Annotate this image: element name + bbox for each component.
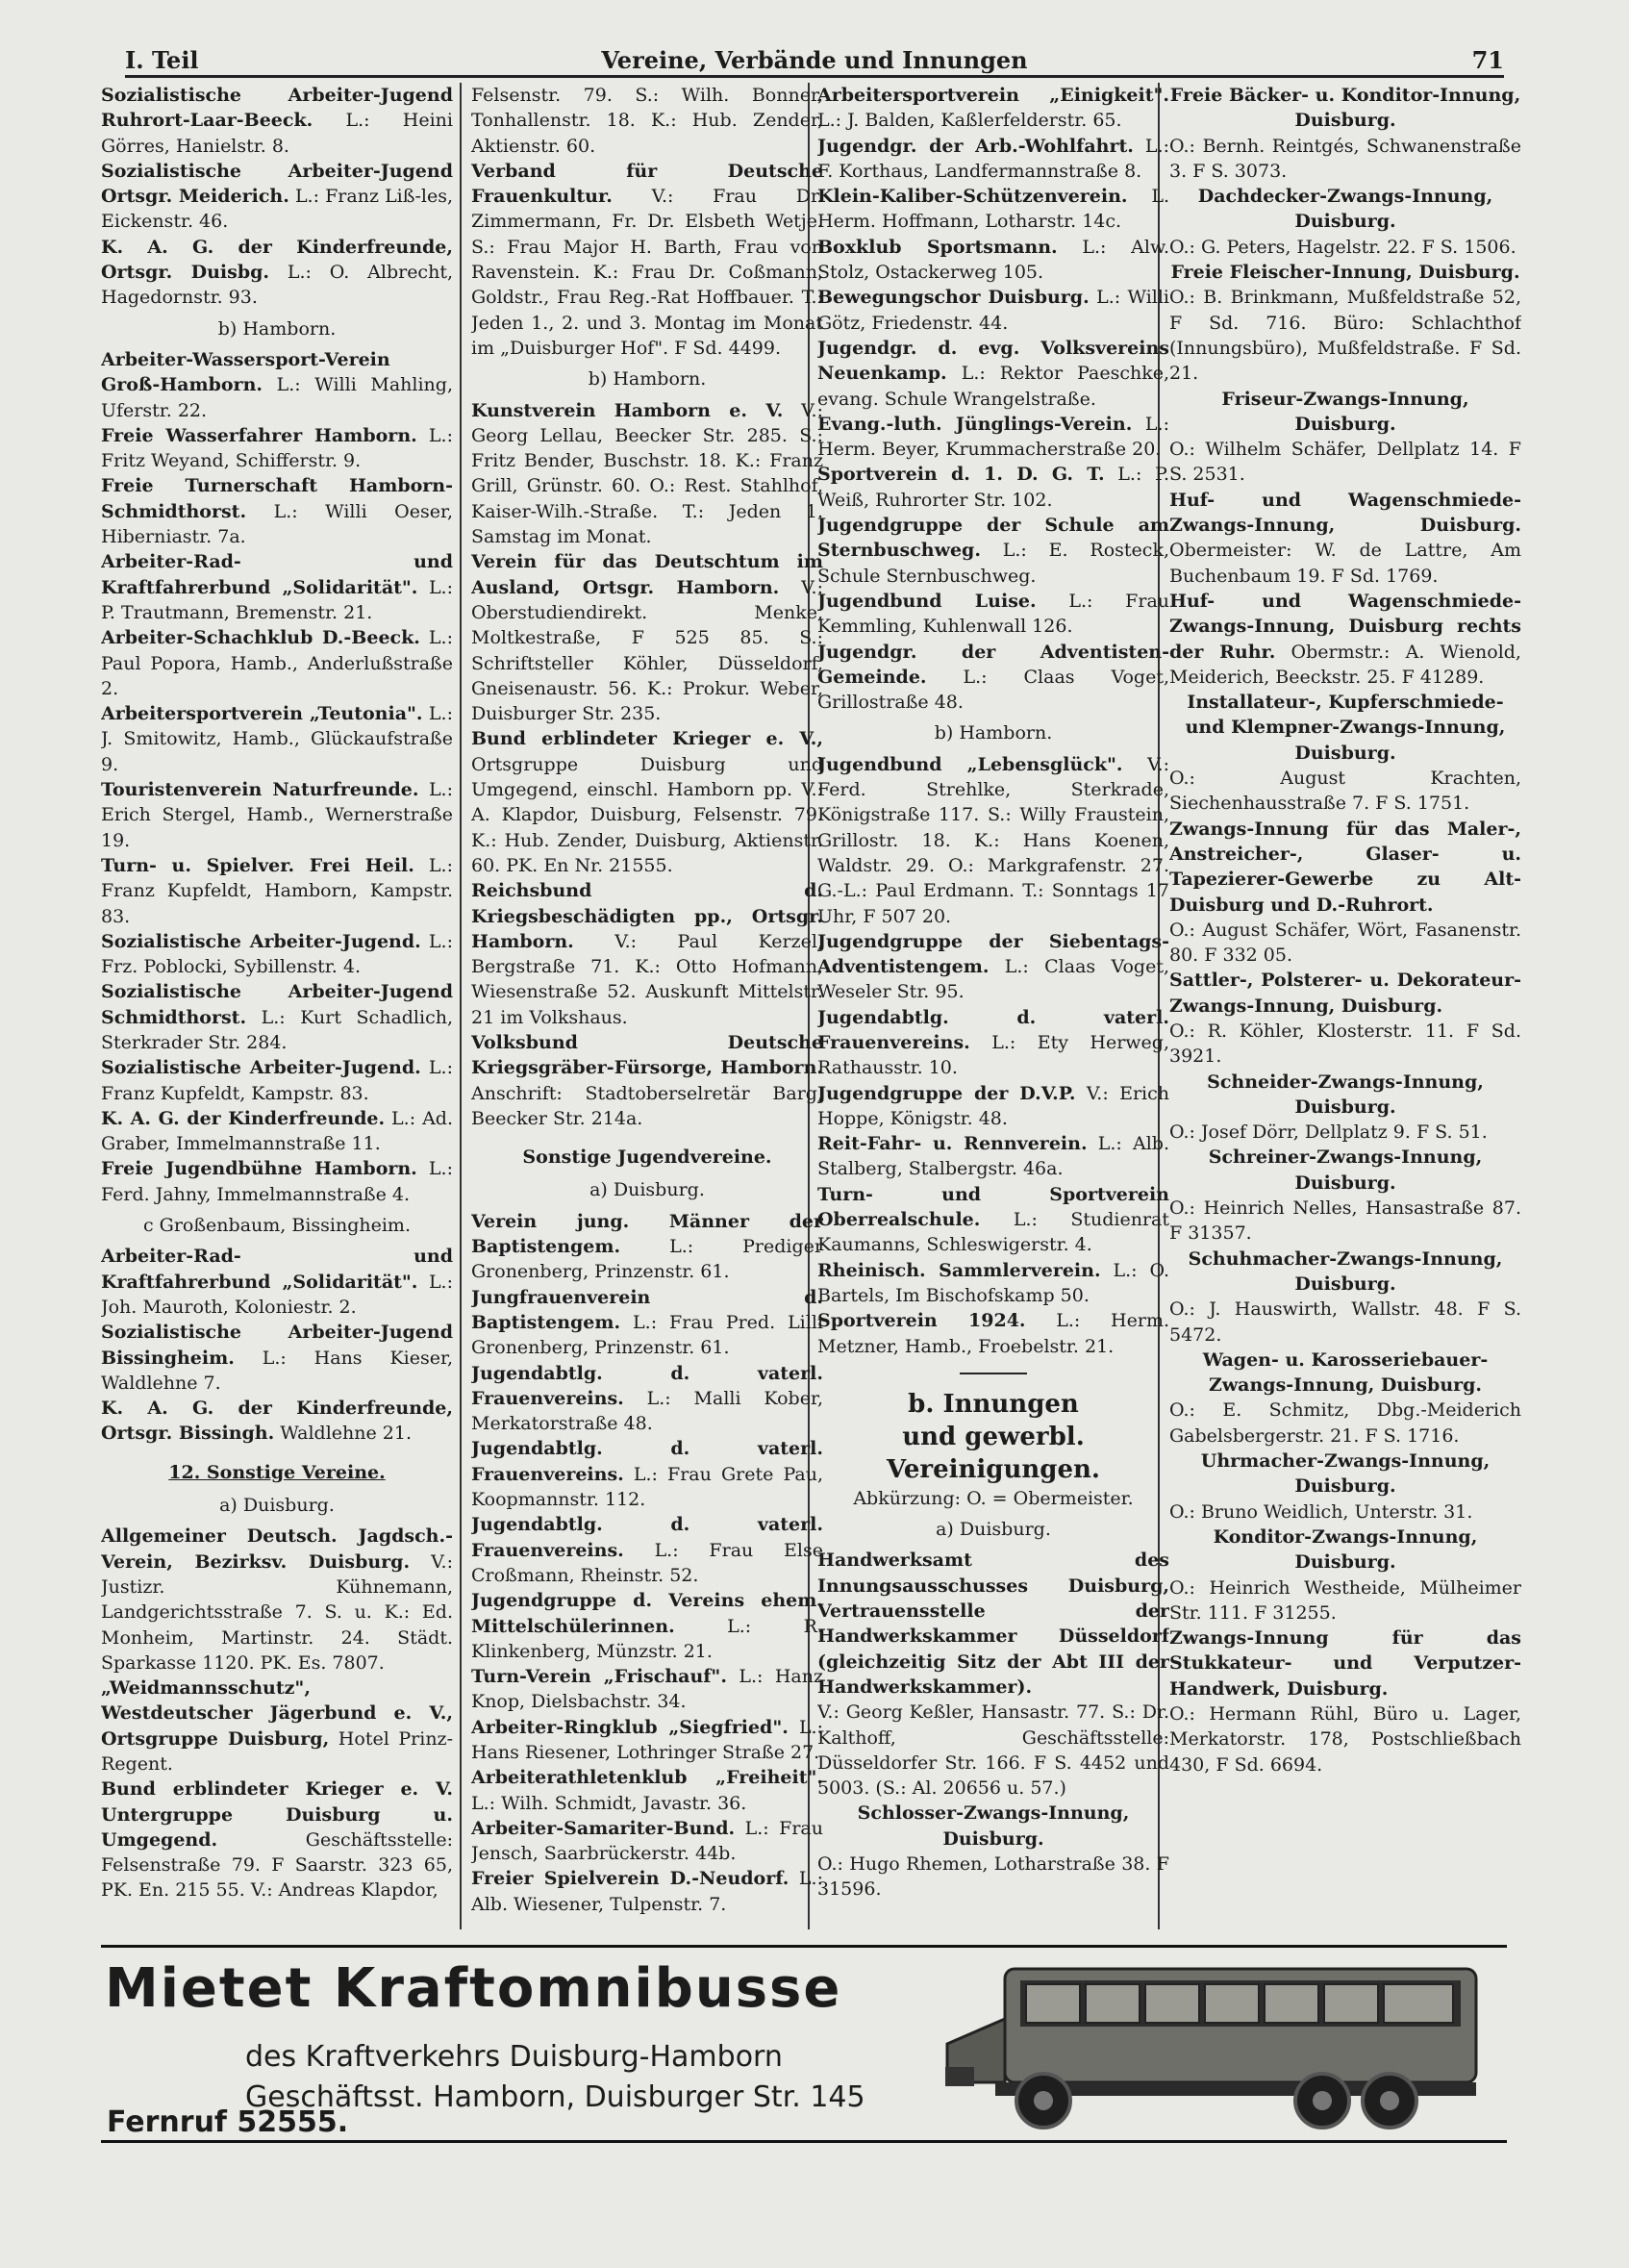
entry-details: L.: Herm. Metzner, Hamb., Froebelstr. 21. xyxy=(817,1310,1169,1357)
directory-entry xyxy=(1169,766,1521,817)
entry-details: L.: Malli Kober, Merkatorstraße 48. xyxy=(471,1387,823,1435)
entry-details: Ortsgruppe Duisburg und Umgegend, einschl. Hamborn pp. V.: A. Klapdor, Duisburg, Felsenstr. 79. K.: Hub. Zender, Duisburg, Aktienstr. 60. PK. En Nr. 21555. xyxy=(471,753,823,876)
directory-entry xyxy=(101,853,453,929)
entry-details: V.: Ferd. Strehlke, Sterkrade, Königstraße 117. S.: Willy Fraustein, Grillostr. 18. K.: Hans Koenen, Waldstr. 29. O.: Markgrafenstr. 27. G.-L.: Paul Erdmann. T.: Sonntags 17 Uhr, F 507 20. xyxy=(817,753,1169,927)
entry-name: Friseur-Zwangs-Innung, Duisburg. xyxy=(1221,388,1469,435)
directory-entry xyxy=(101,1396,453,1447)
directory-entry xyxy=(817,1081,1169,1132)
entry-name: Arbeitersportverein „Einigkeit". xyxy=(817,85,1169,106)
entry-details: L.: Franz Liß-les, Eickenstr. 46. xyxy=(101,186,453,233)
entry-name: Schneider-Zwangs-Innung, Duisburg. xyxy=(1207,1071,1484,1118)
entry-details: O.: G. Peters, Hagelstr. 22. F S. 1506. xyxy=(1169,236,1516,258)
directory-entry xyxy=(471,1816,823,1867)
ad-phone: Fernruf 52555. xyxy=(107,2105,349,2139)
running-header xyxy=(125,42,1504,78)
entry-name: „Weidmannsschutz", Westdeutscher Jägerbund e. V., Ortsgruppe Duisburg, xyxy=(101,1677,453,1750)
entry-name: Jugendabtlg. d. vaterl. Frauenvereins. xyxy=(471,1514,823,1561)
entry-name: Zwangs-Innung für das Maler-, Anstreicher-, Glaser- u. Tapezierer-Gewerbe zu Alt-Duisburg und D.-Ruhrort. xyxy=(1169,818,1521,916)
entry-details: L.: F. Korthaus, Landfermannstraße 8. xyxy=(817,135,1169,182)
directory-entry xyxy=(471,1664,823,1715)
centered-heading xyxy=(1169,1525,1521,1575)
directory-entry xyxy=(101,423,453,474)
entry-details: O.: Bernh. Reintgés, Schwanenstraße 3. F S. 3073. xyxy=(1169,135,1521,182)
entry-details: L.: Hans Kieser, Waldlehne 7. xyxy=(101,1347,453,1394)
entry-details: L.: J. Smitowitz, Hamb., Glückaufstraße 9. xyxy=(101,703,453,775)
entry-name: Verein jung. Männer der Baptistengem. xyxy=(471,1210,823,1258)
entry-name: Bewegungschor Duisburg. xyxy=(817,287,1090,309)
entry-details: Felsenstr. 79. S.: Wilh. Bonner, Tonhallenstr. 18. K.: Hub. Zender, Aktienstr. 60. xyxy=(471,85,823,157)
entry-name: Sportverein d. 1. D. G. T. xyxy=(817,464,1105,486)
entry-details: O.: Wilhelm Schäfer, Dellplatz 14. F S. 2531. xyxy=(1169,439,1521,486)
subsection-heading: a) Duisburg. xyxy=(936,1519,1051,1541)
directory-entry xyxy=(101,1777,453,1903)
centered-heading xyxy=(1169,1070,1521,1121)
directory-entry xyxy=(1169,134,1521,185)
centered-heading xyxy=(1169,1247,1521,1298)
directory-entry xyxy=(1169,235,1521,260)
directory-entry xyxy=(1169,1019,1521,1070)
directory-entry xyxy=(471,83,823,159)
subsection-heading: a) Duisburg. xyxy=(589,1179,705,1201)
entry-name: Allgemeiner Deutsch. Jagdsch.-Verein, Bezirksv. Duisburg. xyxy=(101,1525,453,1573)
subsection-heading: b) Hamborn. xyxy=(217,317,337,340)
centered-heading xyxy=(1169,260,1521,285)
directory-entry xyxy=(471,1512,823,1588)
entry-name: K. A. G. der Kinderfreunde. xyxy=(101,1107,386,1129)
entry-name: Sattler-, Polsterer- u. Dekorateur-Zwangs-Innung, Duisburg. xyxy=(1169,970,1521,1017)
column-1 xyxy=(101,83,453,1929)
entry-name: Handwerksamt des Innungsausschusses Duisburg, Vertrauensstelle der Handwerkskammer Düsseldorf (gleichzeitig Sitz der Abt III der Handwerkskammer). xyxy=(817,1550,1169,1698)
centered-heading xyxy=(1169,690,1521,766)
directory-entry xyxy=(101,159,453,235)
entry-details: V.: Justizr. Kühnemann, Landgerichtsstraße 7. S. u. K.: Ed. Monheim, Martinstr. 24. Städt. Sparkasse 1120. PK. Es. 7807. xyxy=(101,1550,453,1674)
entry-name: Arbeiter-Rad- und Kraftfahrerbund „Solidarität". xyxy=(101,551,453,598)
entry-details: L.: O. Bartels, Im Bischofskamp 50. xyxy=(817,1259,1169,1306)
entry-name: Arbeiter-Wassersport-Verein Groß-Hamborn. xyxy=(101,348,390,396)
entry-name: Jugendabtlg. d. vaterl. Frauenvereins. xyxy=(471,1438,823,1485)
entry-details: L.: O. Albrecht, Hagedornstr. 93. xyxy=(101,262,453,309)
entry-name: Bund erblindeter Krieger e. V. Untergruppe Duisburg u. Umgegend. xyxy=(101,1778,453,1851)
directory-entry xyxy=(101,83,453,159)
entry-details: L.: Franz Kupfeldt, Kampstr. 83. xyxy=(101,1057,453,1104)
directory-entry xyxy=(471,1866,823,1917)
section-heading: 12. Sonstige Vereine. xyxy=(168,1461,386,1483)
entry-name: Jugendgr. d. evg. Volksvereins Neuenkamp. xyxy=(817,337,1169,385)
subsection-heading: a) Duisburg. xyxy=(219,1495,335,1517)
directory-entry xyxy=(1169,918,1521,969)
entry-name: Installateur-, Kupferschmiede- und Klempner-Zwangs-Innung, Duisburg. xyxy=(1185,692,1506,764)
entry-name: Jugendgr. der Arb.-Wohlfahrt. xyxy=(817,135,1134,157)
entry-details: O.: R. Köhler, Klosterstr. 11. F Sd. 3921. xyxy=(1169,1020,1521,1068)
entry-details: L.: Franz Kupfeldt, Hamborn, Kampstr. 83. xyxy=(101,854,453,927)
directory-entry xyxy=(101,1106,453,1157)
entry-details: V.: Paul Kerzel, Bergstraße 71. K.: Otto Hofmann, Wiesenstraße 52. Auskunft Mittelstr. 21 im Volkshaus. xyxy=(471,930,823,1028)
directory-entry xyxy=(817,134,1169,185)
entry-details: L.: Frau Kemmling, Kuhlenwall 126. xyxy=(817,590,1169,638)
entry-details: O.: Josef Dörr, Dellplatz 9. F S. 51. xyxy=(1169,1121,1488,1144)
directory-entry xyxy=(471,1209,823,1285)
directory-entry xyxy=(817,640,1169,716)
centered-heading xyxy=(1169,1449,1521,1499)
entry-name: Jugendgruppe der Schule am Sternbuschweg. xyxy=(817,515,1169,562)
centered-heading xyxy=(1169,83,1521,134)
entry-name: Verband für Deutsche Frauenkultur. xyxy=(471,160,823,208)
entry-details: L.: P. Trautmann, Bremenstr. 21. xyxy=(101,576,453,623)
directory-entry xyxy=(1169,1575,1521,1626)
directory-entry xyxy=(817,1258,1169,1309)
entry-details: L.: Claas Voget, Weseler Str. 95. xyxy=(817,956,1169,1003)
entry-details: L.: Rektor Paeschke, evang. Schule Wrangelstraße. xyxy=(817,363,1169,410)
directory-entry xyxy=(1169,968,1521,1019)
entry-name: Turn-Verein „Frischauf". xyxy=(471,1666,727,1688)
directory-entry xyxy=(101,1676,453,1777)
column-2 xyxy=(471,83,823,1929)
entry-name: Jugendgruppe der Siebentags-Adventistengem. xyxy=(817,930,1169,978)
entry-details: L.: Alw. Stolz, Ostackerweg 105. xyxy=(817,236,1169,284)
entry-name: Sozialistische Arbeiter-Jugend. xyxy=(101,1057,421,1079)
entry-details: L.: Frz. Poblocki, Sybillenstr. 4. xyxy=(101,930,453,978)
centered-heading xyxy=(817,1801,1169,1852)
entry-name: Turn- u. Spielver. Frei Heil. xyxy=(101,854,414,876)
entry-name: Arbeiter-Schachklub D.-Beeck. xyxy=(101,627,420,649)
entry-details: L.: J. Balden, Kaßlerfelderstr. 65. xyxy=(817,110,1122,132)
directory-entry xyxy=(101,701,453,777)
entry-name: Freie Turnerschaft Hamborn-Schmidthorst. xyxy=(101,475,453,522)
entry-details: V.: Georg Lellau, Beecker Str. 285. S.: Fritz Bender, Buschstr. 18. K.: Franz Grill, Grünstr. 60. O.: Rest. Stahlhof, Kaiser-Wilh.-Straße. T.: Jeden 1. Samstag im Monat. xyxy=(471,399,823,548)
directory-entry xyxy=(471,878,823,1030)
entry-details: O.: Heinrich Nelles, Hansastraße 87. F 31357. xyxy=(1169,1197,1521,1245)
entry-name: Boxklub Sportsmann. xyxy=(817,236,1058,258)
directory-entry xyxy=(817,235,1169,286)
entry-name: Schreiner-Zwangs-Innung, Duisburg. xyxy=(1208,1147,1483,1194)
entry-name: Dachdecker-Zwangs-Innung, Duisburg. xyxy=(1197,186,1493,233)
directory-entry xyxy=(1169,1196,1521,1247)
entry-name: Schuhmacher-Zwangs-Innung, Duisburg. xyxy=(1188,1247,1503,1295)
directory-entry xyxy=(101,1244,453,1320)
directory-entry xyxy=(817,1548,1169,1700)
directory-entry xyxy=(817,1005,1169,1081)
column-rule xyxy=(460,83,462,1929)
directory-entry xyxy=(817,336,1169,412)
entry-name: Evang.-luth. Jünglings-Verein. xyxy=(817,413,1133,435)
entry-name: Jugendbund „Lebensglück". xyxy=(817,753,1123,775)
directory-entry xyxy=(817,513,1169,589)
entry-name: Jugendgr. der Adventisten-Gemeinde. xyxy=(817,641,1169,688)
directory-entry xyxy=(101,1320,453,1396)
entry-details: V.: Oberstudiendirekt. Menke, Moltkestraße, F 525 85. S.: Schriftsteller Köhler, Düsseldorf, Gneisenaustr. 56. K.: Prokur. Weber, Duisburger Str. 235. xyxy=(471,576,823,725)
separator-rule xyxy=(960,1373,1027,1374)
directory-entry xyxy=(1169,1398,1521,1449)
entry-details: O.: Hugo Rhemen, Lotharstraße 38. F 31596. xyxy=(817,1853,1169,1901)
directory-entry xyxy=(471,549,823,726)
directory-entry xyxy=(101,347,453,423)
entry-details: L.: Willi Oeser, Hiberniastr. 7a. xyxy=(101,500,453,548)
entry-details: L.: Paul Popora, Hamb., Anderlußstraße 2. xyxy=(101,627,453,699)
entry-name: Jugendabtlg. d. vaterl. Frauenvereins. xyxy=(471,1362,823,1409)
entry-name: Huf- und Wagenschmiede-Zwangs-Innung, Duisburg rechts der Ruhr. xyxy=(1169,590,1521,663)
entry-details: L.: Frau Else Croßmann, Rheinstr. 52. xyxy=(471,1539,823,1586)
entry-name: Sportverein 1924. xyxy=(817,1310,1026,1332)
entry-name: Jungfrauenverein d. Baptistengem. xyxy=(471,1286,823,1333)
entry-details: L.: Erich Stergel, Hamb., Wernerstraße 19. xyxy=(101,779,453,851)
entry-details: L. Herm. Hoffmann, Lotharstr. 14c. xyxy=(817,186,1169,233)
centered-heading xyxy=(1169,1348,1521,1399)
directory-entry xyxy=(817,1182,1169,1258)
directory-entry xyxy=(471,1285,823,1361)
entry-details: V.: Frau Dr. Zimmermann, Fr. Dr. Elsbeth Wetje. S.: Frau Major H. Barth, Frau von Ravenstein. K.: Frau Dr. Coßmann, Goldstr., Frau Reg.-Rat Hoffbauer. T.: Jeden 1., 2. und 3. Montag im Monat im „Duisburger Hof". F Sd. 4499. xyxy=(471,186,823,359)
entry-details: L.: Alb. Stalberg, Stalbergstr. 46a. xyxy=(817,1133,1169,1180)
subsection-heading: c Großenbaum, Bissingheim. xyxy=(142,1215,411,1237)
entry-details: L.: Frau Grete Pau, Koopmannstr. 112. xyxy=(471,1463,823,1511)
ad-address: Geschäftsst. Hamborn, Duisburger Str. 145 xyxy=(245,2080,865,2114)
directory-entry xyxy=(471,1588,823,1664)
entry-name: Arbeiter-Rad- und Kraftfahrerbund „Solidarität". xyxy=(101,1246,453,1293)
entry-name: Arbeiterathletenklub „Freiheit". xyxy=(471,1767,823,1789)
entry-name: Sozialistische Arbeiter-Jugend Ortsgr. Meiderich. xyxy=(101,160,453,208)
directory-entry xyxy=(1169,285,1521,386)
directory-entry xyxy=(1169,1499,1521,1525)
entry-details: O.: August Schäfer, Wört, Fasanenstr. 80. F 332 05. xyxy=(1169,919,1521,967)
entry-name: K. A. G. der Kinderfreunde, Ortsgr. Bissingh. xyxy=(101,1398,453,1445)
entry-details: L.: Alb. Wiesener, Tulpenstr. 7. xyxy=(471,1868,823,1915)
entry-details: O.: Hermann Rühl, Büro u. Lager, Merkatorstr. 178, Postschließbach 430, F Sd. 6694. xyxy=(1169,1703,1521,1776)
entry-details: O.: Heinrich Westheide, Mülheimer Str. 111. F 31255. xyxy=(1169,1576,1521,1624)
directory-entry xyxy=(817,929,1169,1005)
entry-details: O.: E. Schmitz, Dbg.-Meiderich Gabelsbergerstr. 21. F S. 1716. xyxy=(1169,1399,1521,1447)
entry-name: Arbeiter-Samariter-Bund. xyxy=(471,1817,736,1839)
advertisement xyxy=(101,1945,1507,2143)
directory-entry xyxy=(471,159,823,361)
entry-name: Konditor-Zwangs-Innung, Duisburg. xyxy=(1213,1525,1478,1574)
entry-name: Freier Spielverein D.-Neudorf. xyxy=(471,1868,789,1890)
entry-details: L.: P. Weiß, Ruhrorter Str. 102. xyxy=(817,464,1169,511)
directory-entry xyxy=(817,412,1169,463)
directory-entry xyxy=(817,462,1169,513)
entry-name: Sozialistische Arbeiter-Jugend. xyxy=(101,930,421,952)
entry-details: L.: Willi Mahling, Uferstr. 22. xyxy=(101,374,453,421)
entry-details: L.: Hanz Knop, Dielsbachstr. 34. xyxy=(471,1666,823,1713)
entry-name: Turn- und Sportverein Oberrealschule. xyxy=(817,1183,1169,1231)
entry-name: K. A. G. der Kinderfreunde, Ortsgr. Duisbg. xyxy=(101,236,453,284)
entry-name: Arbeitersportverein „Teutonia". xyxy=(101,703,423,725)
entry-details: L.: Herm. Beyer, Krummacherstraße 20. xyxy=(817,413,1169,461)
subsection-heading: b) Hamborn. xyxy=(934,722,1053,744)
directory-entry xyxy=(817,1308,1169,1359)
entry-name: Uhrmacher-Zwangs-Innung, Duisburg. xyxy=(1200,1450,1491,1498)
entry-details: V.: Erich Hoppe, Königstr. 48. xyxy=(817,1082,1169,1129)
entry-details: L.: Frau Pred. Lilli Gronenberg, Prinzenstr. 61. xyxy=(471,1311,823,1359)
entry-name: Arbeiter-Ringklub „Siegfried". xyxy=(471,1716,789,1738)
centered-heading xyxy=(1169,184,1521,235)
entry-details: L.: Willi Götz, Friedenstr. 44. xyxy=(817,287,1169,334)
centered-heading: Abkürzung: O. = Obermeister. xyxy=(853,1487,1134,1509)
entry-details: O.: Bruno Weidlich, Unterstr. 31. xyxy=(1169,1500,1473,1523)
directory-entry xyxy=(817,285,1169,336)
directory-entry xyxy=(817,184,1169,235)
directory-entry xyxy=(101,777,453,853)
entry-name: Jugendbund Luise. xyxy=(817,590,1037,612)
directory-entry xyxy=(101,1055,453,1106)
entry-details: V.: Georg Keßler, Hansastr. 77. S.: Dr. Kalthoff, Geschäftsstelle: Düsseldorfer Str. 166. F S. 4452 und 5003. (S.: Al. 20656 u. 57.) xyxy=(817,1701,1169,1800)
column-4 xyxy=(1169,83,1521,1929)
directory-entry xyxy=(817,1131,1169,1182)
directory-entry xyxy=(1169,1297,1521,1348)
entry-details: L.: Studienrat Kaumanns, Schleswigerstr. 4. xyxy=(817,1209,1169,1256)
entry-name: Huf- und Wagenschmiede-Zwangs-Innung, Duisburg. xyxy=(1169,489,1521,537)
entry-name: Bund erblindeter Krieger e. V., xyxy=(471,728,823,750)
entry-name: Freie Wasserfahrer Hamborn. xyxy=(101,424,417,446)
entry-details: O.: J. Hauswirth, Wallstr. 48. F S. 5472. xyxy=(1169,1298,1521,1346)
directory-entry xyxy=(1169,589,1521,690)
directory-entry xyxy=(101,235,453,311)
entry-details: L.: Ferd. Jahny, Immelmannstraße 4. xyxy=(101,1158,453,1205)
entry-name: Zwangs-Innung für das Stukkateur- und Verputzer-Handwerk, Duisburg. xyxy=(1169,1627,1521,1700)
entry-details: L.: Joh. Mauroth, Koloniestr. 2. xyxy=(101,1271,453,1318)
directory-entry xyxy=(101,1156,453,1207)
entry-details: L.: Claas Voget, Grillostraße 48. xyxy=(817,666,1169,714)
directory-entry xyxy=(817,83,1169,134)
entry-name: Wagen- u. Karosseriebauer-Zwangs-Innung, Duisburg. xyxy=(1202,1348,1489,1397)
entry-details: L.: Wilh. Schmidt, Javastr. 36. xyxy=(471,1792,747,1814)
entry-details: Geschäftsstelle: Felsenstraße 79. F Saarstr. 323 65, PK. En. 215 55. V.: Andreas Klapdor, xyxy=(101,1828,453,1902)
entry-details: Obermstr.: A. Wienold, Meiderich, Beeckstr. 25. F 41289. xyxy=(1169,641,1521,688)
entry-details: L.: R. Klinkenberg, Münzstr. 21. xyxy=(471,1615,823,1662)
directory-entry xyxy=(471,1715,823,1766)
directory-entry xyxy=(471,398,823,550)
entry-name: Reichsbund d. Kriegsbeschädigten pp., Ortsgr. Hamborn. xyxy=(471,880,823,952)
centered-heading xyxy=(1169,387,1521,438)
entry-name: Freie Jugendbühne Hamborn. xyxy=(101,1158,417,1180)
entry-details: L.: Fritz Weyand, Schifferstr. 9. xyxy=(101,424,453,472)
entry-name: Jugendgruppe d. Vereins ehem. Mittelschülerinnen. xyxy=(471,1590,823,1637)
page-number: 71 xyxy=(1471,46,1504,74)
directory-entry xyxy=(101,473,453,549)
entry-name: Rheinisch. Sammlerverein. xyxy=(817,1259,1101,1281)
bus-illustration xyxy=(938,1952,1495,2134)
entry-details: Waldlehne 21. xyxy=(274,1423,413,1445)
entry-details: O.: August Krachten, Siechenhausstraße 7. F S. 1751. xyxy=(1169,768,1521,815)
entry-details: Obermeister: W. de Lattre, Am Buchenbaum 19. F Sd. 1769. xyxy=(1169,540,1521,587)
entry-details: L.: Prediger Gronenberg, Prinzenstr. 61. xyxy=(471,1236,823,1283)
entry-name: Verein für das Deutschtum im Ausland, Ortsgr. Hamborn. xyxy=(471,551,823,598)
directory-entry xyxy=(1169,1625,1521,1701)
chapter-heading: b. Innungen xyxy=(908,1389,1079,1419)
entry-name: Sozialistische Arbeiter-Jugend Ruhrort-Laar-Beeck. xyxy=(101,85,453,132)
directory-entry xyxy=(1169,488,1521,589)
section-heading: Sonstige Jugendvereine. xyxy=(522,1147,772,1169)
directory-entry xyxy=(101,979,453,1055)
directory-entry xyxy=(101,929,453,980)
chapter-heading: und gewerbl. Vereinigungen. xyxy=(887,1422,1100,1484)
entry-name: Jugendabtlg. d. vaterl. Frauenvereins. xyxy=(817,1006,1169,1053)
entry-name: Sozialistische Arbeiter-Jugend Schmidthorst. xyxy=(101,981,453,1028)
directory-entry xyxy=(101,1524,453,1676)
entry-name: Freie Bäcker- u. Konditor-Innung, Duisburg. xyxy=(1169,85,1521,132)
directory-entry xyxy=(817,752,1169,929)
entry-details: L.: Ety Herweg, Rathausstr. 10. xyxy=(817,1031,1169,1079)
header-title: Vereine, Verbände und Innungen xyxy=(601,46,1028,74)
directory-entry xyxy=(817,1700,1169,1801)
entry-details: Anschrift: Stadtoberselretär Barg, Beecker Str. 214a. xyxy=(471,1082,823,1129)
entry-details: L.: E. Rosteck, Schule Sternbuschweg. xyxy=(817,540,1169,587)
header-part: I. Teil xyxy=(125,46,199,74)
entry-name: Kunstverein Hamborn e. V. xyxy=(471,399,784,421)
centered-heading xyxy=(1169,1145,1521,1196)
directory-entry xyxy=(471,1765,823,1816)
entry-details: O.: B. Brinkmann, Mußfeldstraße 52, F Sd. 716. Büro: Schlachthof (Innungsbüro), Mußfeldstraße. F Sd. 21. xyxy=(1169,287,1521,385)
directory-entry xyxy=(471,1030,823,1131)
entry-details: L.: Hans Riesener, Lothringer Straße 27. xyxy=(471,1716,823,1763)
entry-name: Klein-Kaliber-Schützenverein. xyxy=(817,186,1128,208)
entry-details: L.: Kurt Schadlich, Sterkrader Str. 284. xyxy=(101,1006,453,1053)
directory-entry xyxy=(101,549,453,625)
directory-entry xyxy=(1169,1701,1521,1777)
entry-details: L.: Frau Jensch, Saarbrückerstr. 44b. xyxy=(471,1817,823,1865)
directory-entry xyxy=(471,1436,823,1512)
column-3 xyxy=(817,83,1169,1929)
entry-name: Jugendgruppe der D.V.P. xyxy=(817,1082,1076,1104)
subsection-heading: b) Hamborn. xyxy=(588,368,707,391)
entry-name: Schlosser-Zwangs-Innung, Duisburg. xyxy=(857,1802,1130,1850)
directory-entry xyxy=(1169,437,1521,488)
entry-details: Hotel Prinz-Regent. xyxy=(101,1727,453,1775)
directory-entry xyxy=(101,625,453,701)
entry-details: L.: Ad. Graber, Immelmannstraße 11. xyxy=(101,1107,453,1155)
directory-entry xyxy=(471,1361,823,1437)
ad-company: des Kraftverkehrs Duisburg-Hamborn xyxy=(245,2040,783,2074)
entry-details: L.: Heini Görres, Hanielstr. 8. xyxy=(101,110,453,157)
directory-entry xyxy=(471,726,823,878)
entry-name: Volksbund Deutsche Kriegsgräber-Fürsorge, Hamborn. xyxy=(471,1031,823,1079)
ad-title: Mietet Kraftomnibusse xyxy=(105,1957,842,2020)
directory-entry xyxy=(1169,817,1521,918)
directory-entry xyxy=(817,589,1169,640)
directory-entry xyxy=(1169,1120,1521,1145)
entry-name: Touristenverein Naturfreunde. xyxy=(101,779,419,801)
entry-name: Reit-Fahr- u. Rennverein. xyxy=(817,1133,1088,1155)
directory-entry xyxy=(817,1852,1169,1903)
entry-name: Freie Fleischer-Innung, Duisburg. xyxy=(1170,262,1520,284)
entry-name: Sozialistische Arbeiter-Jugend Bissingheim. xyxy=(101,1322,453,1369)
